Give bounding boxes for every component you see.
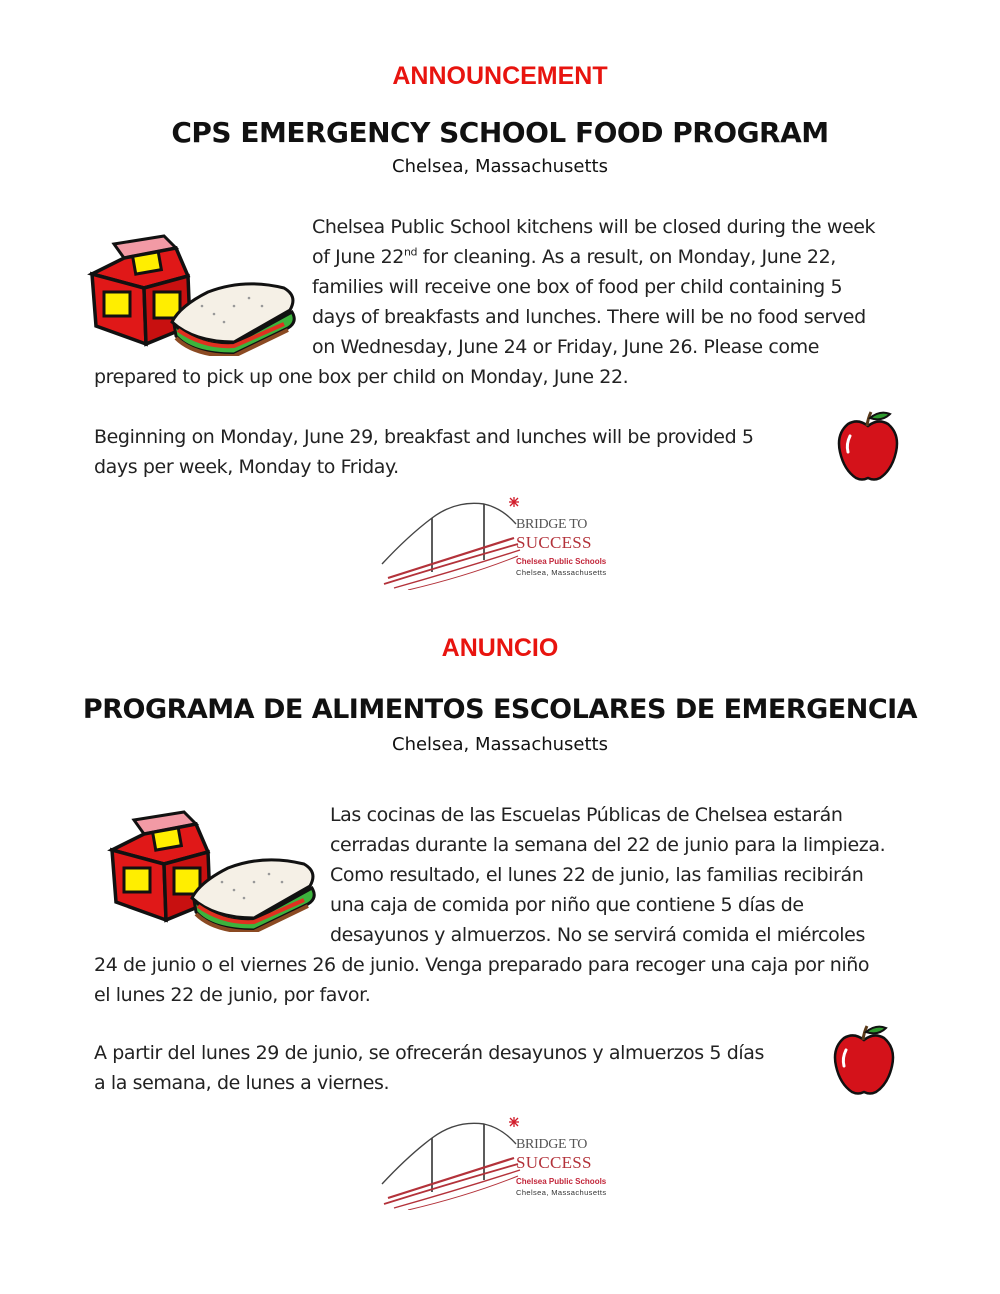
reanudacion-line-1: A partir del lunes 29 de junio, se ofrecerán desayunos y almuerzos 5 días — [94, 1042, 765, 1064]
programa-location: Chelsea, Massachusetts — [392, 734, 608, 755]
english-announcement — [0, 0, 1000, 600]
closure-line-5: on Wednesday, June 24 or Friday, June 26. Please come — [312, 336, 819, 358]
lunch-box-sandwich-icon — [104, 802, 324, 932]
logo-line-4: Chelsea, Massachusetts — [516, 1188, 607, 1197]
cierre-paragraph-top — [330, 800, 920, 950]
resume-line-2: days per week, Monday to Friday. — [94, 456, 399, 478]
closure-paragraph-top — [312, 212, 912, 362]
resume-paragraph — [94, 422, 814, 482]
lunch-box-sandwich-icon — [84, 226, 304, 356]
resume-line-1: Beginning on Monday, June 29, breakfast and lunches will be provided 5 — [94, 426, 754, 448]
program-location: Chelsea, Massachusetts — [392, 156, 608, 177]
program-title: CPS EMERGENCY SCHOOL FOOD PROGRAM — [171, 116, 829, 149]
spanish-announcement — [0, 620, 1000, 1280]
closure-line-2: of June 22 — [312, 246, 404, 268]
cierre-line-2: cerradas durante la semana del 22 de junio para la limpieza. — [330, 834, 886, 856]
closure-line-4: days of breakfasts and lunches. There will be no food served — [312, 306, 866, 328]
date-suffix: nd — [403, 245, 418, 259]
bridge-to-success-logo — [378, 494, 628, 590]
logo-line-3: Chelsea Public Schools — [516, 1177, 607, 1186]
closure-line-2b: for cleaning. As a result, on Monday, June 22, — [417, 246, 836, 268]
cierre-line-7: el lunes 22 de junio, por favor. — [94, 984, 371, 1006]
logo-line-2: SUCCESS — [516, 533, 592, 552]
apple-icon — [830, 408, 906, 484]
apple-icon — [826, 1022, 902, 1098]
closure-line-6: prepared to pick up one box per child on Monday, June 22. — [94, 366, 629, 388]
logo-line-3: Chelsea Public Schools — [516, 557, 607, 566]
logo-line-2: SUCCESS — [516, 1153, 592, 1172]
logo-line-4: Chelsea, Massachusetts — [516, 568, 607, 577]
cierre-line-3: Como resultado, el lunes 22 de junio, las familias recibirán — [330, 864, 864, 886]
closure-line-3: families will receive one box of food per child containing 5 — [312, 276, 843, 298]
reanudacion-line-2: a la semana, de lunes a viernes. — [94, 1072, 390, 1094]
cierre-line-5: desayunos y almuerzos. No se servirá comida el miércoles — [330, 924, 865, 946]
closure-paragraph-bottom — [94, 362, 914, 392]
cierre-line-1: Las cocinas de las Escuelas Públicas de Chelsea estarán — [330, 804, 843, 826]
programa-title: PROGRAMA DE ALIMENTOS ESCOLARES DE EMERGENCIA — [82, 694, 918, 725]
logo-line-1: BRIDGE TO — [516, 1137, 588, 1152]
anuncio-label: ANUNCIO — [441, 634, 559, 662]
announcement-label: ANNOUNCEMENT — [392, 62, 608, 90]
cierre-paragraph-bottom — [94, 950, 954, 1010]
cierre-line-6: 24 de junio o el viernes 26 de junio. Venga preparado para recoger una caja por niño — [94, 954, 870, 976]
reanudacion-paragraph — [94, 1038, 814, 1098]
logo-line-1: BRIDGE TO — [516, 517, 588, 532]
cierre-line-4: una caja de comida por niño que contiene 5 días de — [330, 894, 804, 916]
bridge-to-success-logo — [378, 1114, 628, 1210]
closure-line-1: Chelsea Public School kitchens will be closed during the week — [312, 216, 876, 238]
